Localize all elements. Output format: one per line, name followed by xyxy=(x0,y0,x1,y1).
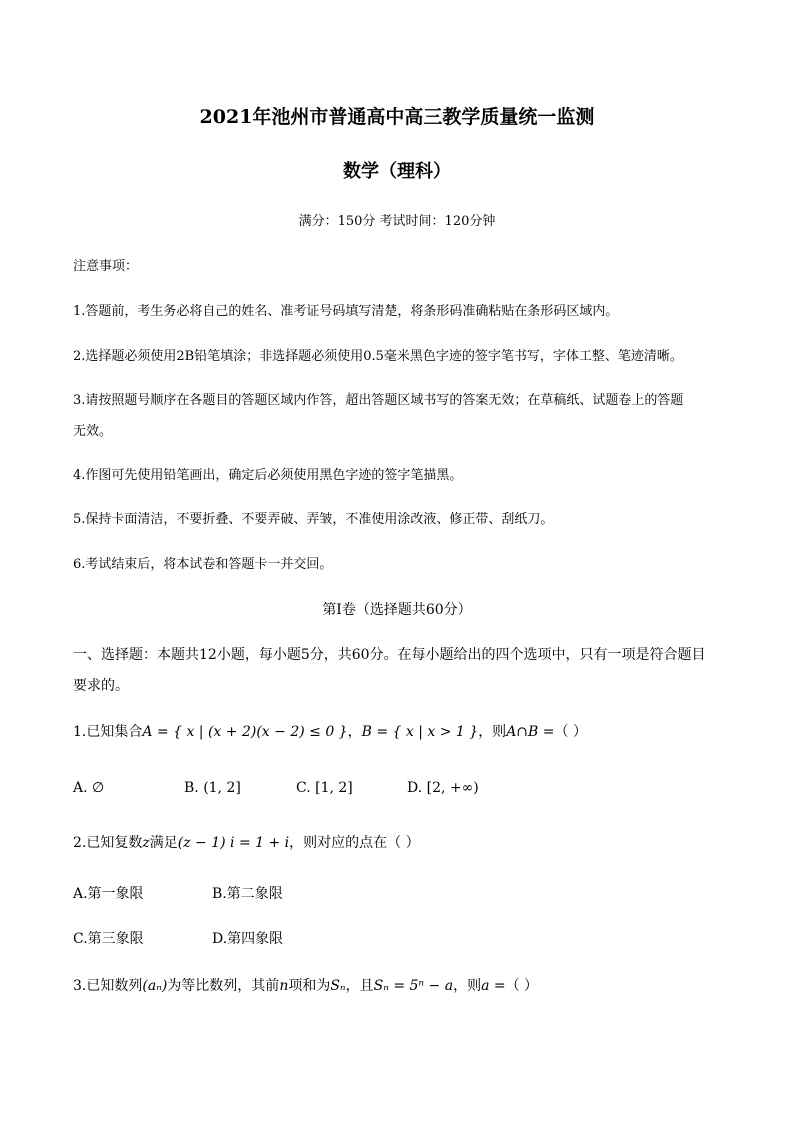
q3-sn: Sₙ xyxy=(330,978,346,994)
q1-option-a: A. ∅ xyxy=(73,780,105,796)
q2-prefix: 2.已知复数 xyxy=(73,835,143,851)
q1-set-a: A = { x | (x + 2)(x − 2) ≤ 0 } xyxy=(142,724,348,740)
q1-answer-paren: （ ） xyxy=(554,724,587,740)
q2-mid: 满足 xyxy=(149,835,178,851)
q1-sep: ， xyxy=(347,724,362,740)
q3-equation: Sₙ = 5ⁿ − a xyxy=(373,978,454,994)
note-item-3-cont: 无效。 xyxy=(73,424,113,439)
q3-mid1: 为等比数列，其前 xyxy=(167,978,280,994)
q1-option-c: C. [1, 2] xyxy=(296,780,353,796)
q1-option-b: B. (1, 2] xyxy=(184,780,241,796)
note-item-4: 4.作图可先使用铅笔画出，确定后必须使用黑色字迹的签字笔描黑。 xyxy=(73,468,463,483)
q1-option-d: D. [2, +∞) xyxy=(407,780,479,796)
q3-sequence: (aₙ) xyxy=(142,978,168,994)
q1-expr: A∩B = xyxy=(506,724,555,740)
q2-var: z xyxy=(142,835,150,851)
q1-set-b: B = { x | x > 1 } xyxy=(361,724,479,740)
q3-n: n xyxy=(279,978,289,994)
question-3 xyxy=(73,979,538,993)
q2-suffix: ，则对应的点在（ ） xyxy=(289,835,420,851)
part1-heading: 第Ⅰ卷（选择题共60分） xyxy=(322,602,472,618)
section-instructions-cont: 要求的。 xyxy=(73,678,129,694)
q3-a: a = xyxy=(481,978,506,994)
note-item-6: 6.考试结束后，将本试卷和答题卡一并交回。 xyxy=(73,557,333,572)
q3-suffix: （ ） xyxy=(505,978,539,994)
note-item-3: 3.请按照题号顺序在各题目的答题区域内作答，超出答题区域书写的答案无效；在草稿纸、试题卷上的答题 xyxy=(73,393,684,408)
question-2 xyxy=(73,836,420,850)
q1-suffix-pre: ，则 xyxy=(478,724,507,740)
q3-mid4: ，则 xyxy=(453,978,482,994)
q3-prefix: 3.已知数列 xyxy=(73,978,143,994)
notes-heading: 注意事项： xyxy=(73,259,139,274)
q3-mid2: 项和为 xyxy=(288,978,331,994)
q2-option-c: C.第三象限 xyxy=(73,931,144,947)
q2-option-a: A.第一象限 xyxy=(73,886,144,902)
exam-title: 2021年池州市普通高中高三教学质量统一监测 xyxy=(199,106,595,128)
note-item-5: 5.保持卡面清洁，不要折叠、不要弄破、弄皱，不准使用涂改液、修正带、刮纸刀。 xyxy=(73,512,554,527)
question-1 xyxy=(73,725,587,739)
note-item-2: 2.选择题必须使用2B铅笔填涂；非选择题必须使用0.5毫米黑色字迹的签字笔书写，字体工整、笔迹清晰。 xyxy=(73,349,683,364)
exam-subject: 数学（理科） xyxy=(343,161,451,182)
section-instructions: 一、选择题：本题共12小题，每小题5分，共60分。在每小题给出的四个选项中，只有一项是符合题目 xyxy=(73,647,706,663)
q2-option-b: B.第二象限 xyxy=(212,886,283,902)
note-item-1: 1.答题前，考生务必将自己的姓名、准考证号码填写清楚，将条形码准确粘贴在条形码区域内。 xyxy=(73,304,619,319)
exam-meta: 满分：150分 考试时间：120分钟 xyxy=(298,214,496,229)
q3-mid3: ，且 xyxy=(345,978,374,994)
q2-equation: (z − 1) i = 1 + i xyxy=(177,835,290,851)
q2-option-d: D.第四象限 xyxy=(212,931,284,947)
q1-prefix: 1.已知集合 xyxy=(73,724,143,740)
